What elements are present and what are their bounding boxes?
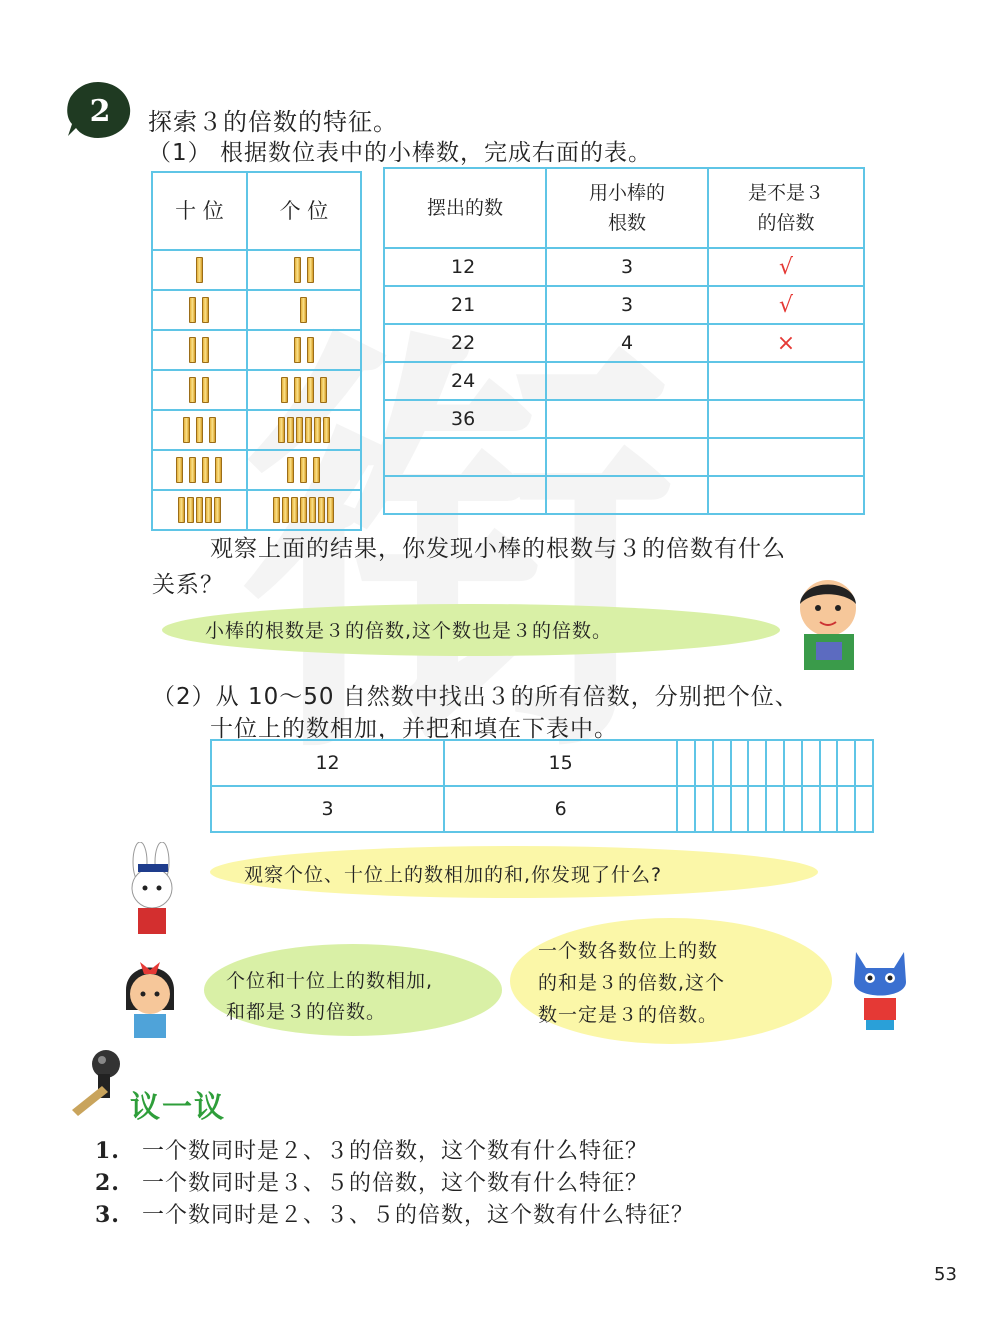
number-cell: 36: [384, 400, 546, 438]
fill-cell[interactable]: 12: [211, 740, 444, 786]
stick-icon: [294, 257, 301, 283]
header-is-multiple: 是不是３ 的倍数: [708, 168, 864, 248]
cat-bubble-line1: 一个数各数位上的数: [538, 940, 719, 962]
number-cell: [384, 438, 546, 476]
boy-illustration-icon: [788, 574, 868, 674]
number-cell: 22: [384, 324, 546, 362]
result-row: [384, 286, 864, 324]
cat-bubble-line3: 数一定是３的倍数。: [538, 1004, 719, 1026]
tens-sticks-cell: [152, 410, 247, 450]
stick-icon: [320, 377, 327, 403]
fill-cell[interactable]: [748, 740, 766, 786]
stick-icon: [300, 497, 307, 523]
problem-title: 探索３的倍数的特征。: [148, 108, 398, 136]
fill-cell[interactable]: [837, 786, 855, 832]
stick-icon: [294, 337, 301, 363]
place-value-row: [152, 370, 361, 410]
discuss-title: 议一议: [130, 1090, 226, 1125]
tens-sticks-cell: [152, 450, 247, 490]
stick-icon: [196, 417, 203, 443]
question-1-text: 一个数同时是２、３的倍数，这个数有什么特征？: [141, 1139, 648, 1164]
stick-icon: [202, 337, 209, 363]
stick-icon: [287, 457, 294, 483]
place-value-row: [152, 250, 361, 290]
fill-cell[interactable]: [855, 786, 873, 832]
question-1-number: 1.: [95, 1138, 120, 1164]
tens-sticks-cell: [152, 370, 247, 410]
fill-cell[interactable]: [731, 786, 749, 832]
stick-icon: [300, 297, 307, 323]
boy-bubble-text: 小棒的根数是３的倍数,这个数也是３的倍数。: [205, 620, 613, 642]
stick-icon: [187, 497, 194, 523]
fill-cell[interactable]: [731, 740, 749, 786]
result-row: [384, 362, 864, 400]
result-row: [384, 400, 864, 438]
stick-icon: [215, 457, 222, 483]
ones-sticks-cell: [247, 290, 361, 330]
stick-icon: [214, 497, 221, 523]
fill-cell[interactable]: 15: [444, 740, 677, 786]
is-multiple-cell: [708, 476, 864, 514]
question-3-number: 3.: [95, 1202, 120, 1228]
stick-count-cell: [546, 438, 708, 476]
is-multiple-cell: √: [708, 286, 864, 324]
stick-icon: [307, 257, 314, 283]
stick-icon: [205, 497, 212, 523]
fill-cell[interactable]: [713, 786, 731, 832]
number-cell: 24: [384, 362, 546, 400]
stick-icon: [314, 417, 321, 443]
stick-icon: [318, 497, 325, 523]
stick-icon: [287, 417, 294, 443]
number-cell: [384, 476, 546, 514]
tens-sticks-cell: [152, 250, 247, 290]
stick-icon: [202, 457, 209, 483]
stick-icon: [323, 417, 330, 443]
fill-cell[interactable]: [784, 786, 802, 832]
place-value-row: [152, 330, 361, 370]
fill-cell[interactable]: 3: [211, 786, 444, 832]
stick-icon: [209, 417, 216, 443]
stick-icon: [278, 417, 285, 443]
stick-icon: [305, 417, 312, 443]
stick-count-cell: [546, 362, 708, 400]
stick-icon: [183, 417, 190, 443]
question-2: [95, 1166, 648, 1197]
stick-icon: [189, 297, 196, 323]
is-multiple-cell: √: [708, 248, 864, 286]
stick-icon: [273, 497, 280, 523]
stick-count-cell: [546, 400, 708, 438]
stick-icon: [189, 377, 196, 403]
stick-icon: [294, 377, 301, 403]
ones-sticks-cell: [247, 330, 361, 370]
is-multiple-cell: [708, 362, 864, 400]
stick-icon: [307, 377, 314, 403]
part1-instruction: （1） 根据数位表中的小棒数，完成右面的表。: [148, 140, 652, 166]
stick-icon: [196, 257, 203, 283]
fill-cell[interactable]: [837, 740, 855, 786]
fill-cell[interactable]: [802, 786, 820, 832]
fill-cell[interactable]: [784, 740, 802, 786]
stick-icon: [307, 337, 314, 363]
question-3-text: 一个数同时是２、３、５的倍数，这个数有什么特征？: [141, 1203, 694, 1228]
question-3: [95, 1198, 694, 1229]
observe-line2: 关系？: [152, 572, 224, 598]
cat-bubble-line2: 的和是３的倍数,这个: [538, 972, 726, 994]
header-tens: 十 位: [152, 172, 247, 250]
ones-sticks-cell: [247, 370, 361, 410]
girl-bubble-line2: 和都是３的倍数。: [226, 1001, 387, 1023]
stick-icon: [291, 497, 298, 523]
fill-cell[interactable]: [748, 786, 766, 832]
ones-sticks-cell: [247, 410, 361, 450]
result-row: [384, 324, 864, 362]
fill-cell[interactable]: [713, 740, 731, 786]
stick-icon: [282, 497, 289, 523]
ones-sticks-cell: [247, 250, 361, 290]
result-row: [384, 248, 864, 286]
stick-count-cell: [546, 476, 708, 514]
header-ones: 个 位: [247, 172, 361, 250]
stick-icon: [313, 457, 320, 483]
page-number: 53: [934, 1264, 957, 1285]
fill-cell[interactable]: [766, 740, 784, 786]
tens-sticks-cell: [152, 330, 247, 370]
stick-icon: [178, 497, 185, 523]
question-2-number: 2.: [95, 1170, 120, 1196]
stick-count-cell: 3: [546, 286, 708, 324]
result-row: [384, 438, 864, 476]
stick-icon: [202, 377, 209, 403]
header-stick-count: 用小棒的 根数: [546, 168, 708, 248]
fill-cell[interactable]: [820, 740, 838, 786]
stick-count-cell: 4: [546, 324, 708, 362]
stick-icon: [296, 417, 303, 443]
result-table: [383, 167, 865, 515]
number-cell: 21: [384, 286, 546, 324]
stick-icon: [202, 297, 209, 323]
observe-line1: 观察上面的结果，你发现小棒的根数与３的倍数有什么: [210, 536, 786, 562]
fill-cell[interactable]: [695, 786, 713, 832]
stick-icon: [189, 337, 196, 363]
is-multiple-cell: [708, 438, 864, 476]
rabbit-illustration-icon: [112, 842, 192, 942]
stick-icon: [176, 457, 183, 483]
place-value-row: [152, 410, 361, 450]
question-2-text: 一个数同时是３、５的倍数，这个数有什么特征？: [141, 1171, 648, 1196]
stick-icon: [196, 497, 203, 523]
stick-count-cell: 3: [546, 248, 708, 286]
stick-icon: [327, 497, 334, 523]
fill-cell[interactable]: 6: [444, 786, 677, 832]
digit-sum-row2: [211, 786, 873, 832]
part2-line2: 十位上的数相加，并把和填在下表中。: [210, 716, 618, 742]
fill-cell[interactable]: [695, 740, 713, 786]
number-cell: 12: [384, 248, 546, 286]
problem-number: 2: [89, 94, 111, 129]
ones-sticks-cell: [247, 490, 361, 530]
girl-illustration-icon: [110, 950, 190, 1040]
fill-cell[interactable]: [855, 740, 873, 786]
fill-cell[interactable]: [802, 740, 820, 786]
tens-sticks-cell: [152, 490, 247, 530]
is-multiple-cell: ×: [708, 324, 864, 362]
ones-sticks-cell: [247, 450, 361, 490]
result-row: [384, 476, 864, 514]
is-multiple-cell: [708, 400, 864, 438]
tens-sticks-cell: [152, 290, 247, 330]
fill-cell[interactable]: [766, 786, 784, 832]
girl-bubble-line1: 个位和十位上的数相加,: [226, 970, 434, 992]
stick-icon: [281, 377, 288, 403]
stick-icon: [309, 497, 316, 523]
fill-cell[interactable]: [820, 786, 838, 832]
cat-illustration-icon: [840, 938, 930, 1034]
digit-sum-table: [210, 739, 874, 833]
stick-icon: [300, 457, 307, 483]
place-value-row: [152, 450, 361, 490]
rabbit-bubble-text: 观察个位、十位上的数相加的和,你发现了什么?: [244, 864, 663, 886]
place-value-row: [152, 490, 361, 530]
place-value-table: [151, 171, 362, 531]
leaf-badge-icon: [62, 78, 134, 142]
fill-cell[interactable]: [677, 740, 695, 786]
stick-icon: [189, 457, 196, 483]
place-value-row: [152, 290, 361, 330]
part2-line1: （2）从 10～50 自然数中找出３的所有倍数，分别把个位、: [152, 684, 799, 710]
microphone-pencil-icon: [62, 1046, 132, 1118]
fill-cell[interactable]: [677, 786, 695, 832]
question-1: [95, 1134, 648, 1165]
header-number: 摆出的数: [384, 168, 546, 248]
digit-sum-row1: [211, 740, 873, 786]
